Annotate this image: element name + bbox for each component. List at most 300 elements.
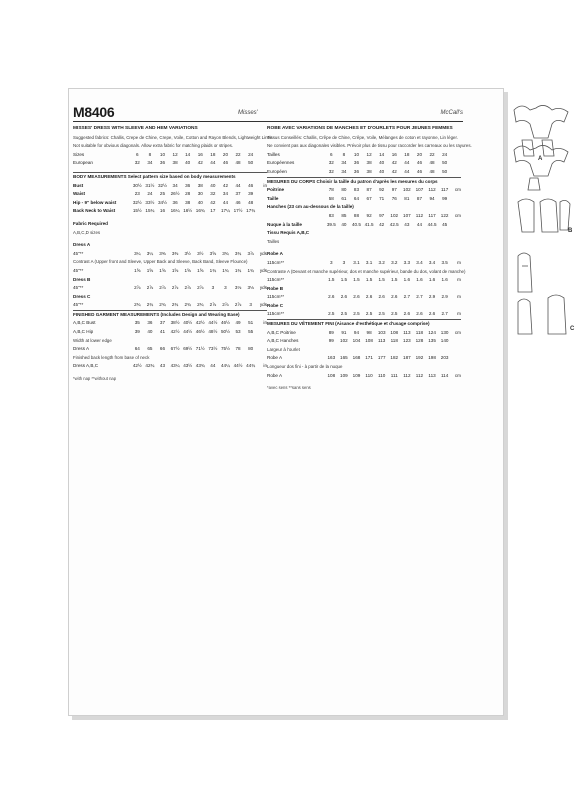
size-cell: 20 [222, 151, 229, 157]
size-cell: 110 [365, 372, 373, 378]
size-cell: 81 [404, 195, 410, 201]
size-cell: 40 [379, 160, 385, 166]
section-title [73, 125, 267, 134]
size-cell: 118 [390, 338, 398, 344]
size-cell: 1.5 [391, 277, 398, 283]
size-cell: 67 [366, 195, 372, 201]
view-label-b: B [568, 228, 573, 234]
table-row [73, 250, 267, 259]
size-cell: 38 [366, 168, 372, 174]
size-cell: 3.2 [391, 259, 398, 265]
size-cell: 71 [379, 195, 385, 201]
unit-label: in [263, 363, 267, 369]
size-cell: 24 [147, 191, 153, 197]
size-cell: 64 [134, 346, 140, 352]
table-row [73, 190, 267, 199]
size-cell: 48 [429, 168, 435, 174]
view-label-c: C [570, 326, 575, 332]
size-cell: 36 [353, 168, 360, 174]
size-cell: 80 [248, 346, 254, 352]
row-values [131, 347, 257, 352]
size-cell: 122 [440, 212, 449, 218]
size-cell: 45 [442, 221, 448, 227]
row-text: Robe A [267, 251, 283, 257]
size-cell: 46 [416, 168, 423, 174]
size-cell: 3 [342, 259, 346, 265]
size-cell: 3⅝ [209, 250, 217, 256]
row-values [325, 295, 451, 300]
size-cell: 48½ [208, 329, 218, 335]
size-cell: 128 [415, 338, 424, 344]
size-cell: 49 [235, 320, 241, 326]
table-row [267, 159, 461, 168]
size-cell: 3.3 [403, 259, 411, 265]
size-cell: 17¾ [246, 208, 256, 214]
unit-label: cm [454, 212, 461, 218]
size-cell: 55 [248, 329, 254, 335]
size-cell: 130 [440, 329, 449, 335]
size-cell: 117 [428, 212, 436, 218]
row-text: Dress A [73, 242, 91, 248]
size-cell: 50 [442, 160, 448, 166]
row-text: MESURES DU VÊTEMENT FINI (Aisance d'esthétique et d'usage comprise) [267, 321, 430, 327]
size-cell: 1.6 [428, 277, 436, 283]
size-cell: 87 [416, 195, 423, 201]
size-cell: 32 [134, 160, 140, 166]
table-row [73, 207, 267, 216]
size-cell: 3⅛ [247, 285, 254, 291]
size-cell: 34 [341, 168, 347, 174]
size-cell: 39 [134, 329, 140, 335]
size-cell: 40.5 [352, 221, 361, 227]
size-cell: 65 [147, 346, 153, 352]
size-cell: 80 [341, 187, 347, 193]
size-cell: 2¾ [171, 302, 179, 308]
table-row [267, 151, 461, 160]
table-row [267, 186, 461, 195]
size-cell: 2.6 [365, 294, 373, 300]
size-cell: 50½ [220, 329, 230, 335]
size-cell: 69½ [183, 346, 193, 352]
size-cell: 46 [416, 160, 423, 166]
size-cell: 36 [185, 182, 191, 188]
size-cell: 2.6 [353, 294, 360, 300]
subheading [73, 220, 267, 229]
size-cell: 108 [365, 338, 373, 344]
size-cell: 46½ [220, 320, 230, 326]
brand-label-right: McCall's [440, 110, 463, 116]
size-cell: 1¾ [247, 267, 254, 273]
size-cell: 107 [403, 212, 411, 218]
size-cell: 44 [404, 160, 410, 166]
size-cell: 40 [210, 182, 216, 188]
view-label-a: A [538, 156, 543, 162]
size-cell: 2.5 [365, 311, 373, 317]
size-cell: 102 [403, 187, 411, 193]
row-label: Waist [73, 191, 86, 197]
size-cell: 42 [391, 168, 397, 174]
size-cell: 34 [172, 182, 178, 188]
size-cell: 3.2 [378, 259, 385, 265]
row-values [325, 261, 451, 266]
size-cell: 44 [404, 168, 410, 174]
size-cell: 3.5 [441, 259, 448, 265]
size-cell: 24 [248, 151, 254, 157]
size-cell: 44¼ [220, 363, 230, 369]
size-cell: 34 [341, 160, 347, 166]
size-cell: 112 [428, 187, 436, 193]
size-cell: 42½ [170, 329, 180, 335]
size-cell: 42½ [195, 320, 205, 326]
table-row [73, 345, 267, 354]
view-illustrations [508, 98, 574, 358]
size-cell: 3½ [184, 250, 191, 256]
row-text: Contraste A (Devant et manche supérieur, dos et manche supérieur, bande du dos, volant de manche) [267, 268, 466, 274]
size-cell: 135 [428, 338, 436, 344]
french-chart-column [267, 125, 472, 391]
size-cell: 85 [341, 212, 347, 218]
row-values [325, 331, 451, 336]
row-values [325, 153, 451, 158]
size-cell: 112 [415, 372, 424, 378]
size-cell: 33½ [145, 199, 155, 205]
table-row [267, 372, 461, 381]
size-cell: 40 [341, 221, 347, 227]
unit-label: yds [259, 285, 267, 291]
row-label: Hanches (23 cm au-dessous de la taille) [267, 204, 354, 210]
note-text [267, 363, 461, 372]
size-cell: 182 [390, 355, 399, 361]
note-text [267, 142, 472, 151]
size-cell: 16 [159, 208, 166, 214]
row-text: Not suitable for obvious diagonals. Allow extra fabric for matching plaids or stripes. [73, 143, 234, 149]
section-heading [73, 172, 267, 182]
row-text: Contrast A (Upper front and Sleeve, Upper Back and Sleeve, Back Band, Sleeve Flounce) [73, 259, 248, 265]
row-text: MISSES' DRESS WITH SLEEVE AND HEM VARIATIONS [73, 125, 198, 131]
size-cell: 2.6 [340, 294, 348, 300]
row-label: 115cm** [267, 277, 285, 283]
size-cell: 1⅝ [184, 267, 191, 273]
size-cell: 163 [327, 355, 336, 361]
size-cell: 48 [429, 160, 435, 166]
row-text: Suggested fabrics: Challis, Crepe de Chine, Crepe, Voile, Cotton and Rayon Blends, Lightweight Linen [73, 134, 273, 140]
size-cell: 32 [210, 191, 216, 197]
size-cell: 40 [379, 168, 385, 174]
size-cell: 44.5 [427, 221, 437, 227]
size-cell: 17 [210, 208, 216, 214]
size-cell: 1.5 [365, 277, 373, 283]
size-cell: 61 [341, 195, 347, 201]
size-cell: 2.5 [328, 311, 335, 317]
row-label: A,B,C Hanches [267, 338, 299, 344]
size-cell: 177 [377, 355, 386, 361]
size-cell: 1¾ [222, 267, 229, 273]
size-cell: 112 [403, 372, 411, 378]
note-text [73, 258, 267, 267]
size-cell: 107 [415, 187, 424, 193]
size-cell: 41 [159, 329, 166, 335]
size-cell: 42 [197, 160, 203, 166]
size-cell: 78 [328, 187, 334, 193]
nap-footnote: *avec sens **sans sens [267, 385, 311, 391]
size-cell: 46 [222, 160, 229, 166]
size-cell: 118 [415, 329, 424, 335]
size-cell: 22 [429, 151, 435, 157]
subheading [267, 302, 461, 311]
size-cell: 1⅝ [159, 267, 166, 273]
size-cell: 1.6 [403, 277, 411, 283]
row-label: A,B,C Hip [73, 329, 94, 335]
table-row [267, 354, 461, 363]
size-cell: 44 [416, 221, 423, 227]
unit-label: yds [259, 267, 267, 273]
size-cell: 43½ [183, 363, 193, 369]
subheading [267, 250, 461, 259]
size-cell: 112 [415, 212, 424, 218]
size-cell: 2.5 [353, 311, 360, 317]
size-cell: 16¾ [195, 208, 205, 214]
row-label: 45"** [73, 285, 84, 291]
note-text [73, 337, 267, 346]
size-cell: 25 [159, 191, 166, 197]
table-row [267, 195, 461, 204]
size-cell: 113 [378, 338, 386, 344]
row-label: 115cm** [267, 311, 285, 317]
size-cell: 44¾ [246, 363, 256, 369]
size-cell: 36 [172, 199, 178, 205]
row-text: Tissus Conseillés: Challis, Crêpe de Chine, Crêpe, Voile, Mélanges de coton et rayonne, Lin léger. [267, 134, 458, 140]
size-cell: 14 [379, 151, 385, 157]
size-cell: 36 [159, 160, 166, 166]
unit-label: m [457, 259, 461, 265]
size-cell: 36 [353, 160, 360, 166]
row-text: Tailles [267, 238, 280, 244]
unit-label: in [263, 182, 267, 188]
row-values [325, 374, 451, 379]
row-values [131, 269, 257, 274]
size-cell: 104 [352, 338, 361, 344]
size-cell: 40 [147, 329, 153, 335]
size-cell: 123 [403, 338, 411, 344]
row-label: Sizes [73, 151, 85, 157]
unit-label: cm [454, 329, 461, 335]
size-cell: 2¾ [146, 302, 154, 308]
size-cell: 39 [248, 191, 254, 197]
subheading [267, 285, 461, 294]
row-text: Fabric Required [73, 220, 108, 226]
size-cell: 10 [159, 151, 166, 157]
size-cell: 114 [440, 372, 449, 378]
subheading [73, 276, 267, 285]
section-heading [73, 310, 267, 320]
size-cell: 92 [379, 187, 385, 193]
size-cell: 44½ [183, 329, 193, 335]
size-cell: 1.6 [416, 277, 423, 283]
table-row [267, 212, 461, 221]
size-cell: 66 [159, 346, 166, 352]
size-cell: 3 [330, 259, 333, 265]
row-values [325, 223, 451, 228]
header-bar [73, 104, 463, 122]
size-cell: 8 [148, 151, 152, 157]
table-row [267, 329, 461, 338]
row-label: Tailles [267, 151, 280, 157]
size-cell: 2.6 [403, 311, 411, 317]
size-cell: 99 [328, 338, 334, 344]
note-text [73, 142, 267, 151]
table-row [73, 151, 267, 160]
size-cell: 2.7 [441, 311, 448, 317]
size-cell: 3¼ [146, 250, 154, 256]
row-values [131, 184, 257, 189]
size-cell: 109 [340, 372, 348, 378]
size-cell: 113 [403, 329, 411, 335]
size-cell: 42½ [132, 363, 142, 369]
table-row [73, 301, 267, 310]
size-cell: 108 [390, 329, 399, 335]
unit-label: in [263, 320, 267, 326]
size-cell: 37 [159, 320, 166, 326]
size-cell: 16¼ [170, 208, 180, 214]
size-cell: 50 [442, 168, 448, 174]
size-cell: 46 [248, 182, 254, 188]
row-values [131, 330, 257, 335]
section-heading [267, 177, 461, 187]
row-text: Robe B [267, 285, 284, 291]
row-values [325, 312, 451, 317]
unit-label: yds [259, 250, 267, 256]
pattern-envelope-back [68, 88, 504, 716]
row-text: Dress C [73, 293, 91, 299]
size-cell: 38½ [170, 320, 180, 326]
row-values [131, 303, 257, 308]
row-values [131, 286, 257, 291]
row-values [325, 356, 451, 361]
row-text: Ne convient pas aux diagonales visibles. Prévoir plus de tissu pour raccorder les carreaux ou les rayures. [267, 143, 472, 149]
unit-label: cm [454, 372, 461, 378]
size-cell: 203 [440, 355, 449, 361]
size-cell: 16 [197, 151, 203, 157]
unit-label: cm [454, 187, 461, 193]
size-cell: 2⅞ [222, 302, 229, 308]
size-cell: 3 [249, 302, 252, 308]
size-cell: 24 [442, 151, 448, 157]
size-cell: 111 [390, 372, 398, 378]
size-cell: 10 [353, 151, 360, 157]
size-cell: 44 [222, 199, 229, 205]
nap-footnote: *with nap **without nap [73, 376, 117, 382]
size-cell: 75½ [220, 346, 230, 352]
row-label: 45"** [73, 267, 84, 273]
size-cell: 40 [185, 160, 191, 166]
size-cell: 3.1 [365, 259, 373, 265]
table-row [267, 337, 461, 346]
row-text: ROBE AVEC VARIATIONS DE MANCHES ET D'OURLETS POUR JEUNES FEMMES [267, 125, 453, 131]
row-label: Européen [267, 168, 287, 174]
size-cell: 2.6 [428, 311, 436, 317]
size-cell: 98 [366, 329, 372, 335]
table-row [73, 362, 267, 371]
size-cell: 32½ [158, 182, 167, 188]
row-values [325, 170, 451, 175]
size-cell: 91 [341, 329, 347, 335]
row-text: FINISHED GARMENT MEASUREMENTS (Includes Design and Wearing Ease) [73, 311, 240, 317]
row-label: Poitrine [267, 187, 285, 193]
size-cell: 3½ [197, 250, 204, 256]
row-values [325, 278, 451, 283]
garment-thumbnails [508, 98, 574, 358]
size-cell: 32 [328, 160, 334, 166]
size-cell: 34 [222, 191, 229, 197]
size-cell: 44 [210, 160, 216, 166]
table-row [73, 182, 267, 191]
note-text [73, 229, 267, 238]
size-cell: 16½ [183, 208, 193, 214]
size-cell: 34 [147, 160, 153, 166]
size-cell: 2.5 [340, 311, 348, 317]
size-cell: 3⅜ [159, 250, 166, 256]
note-text [73, 354, 267, 363]
row-label: Nuque à la taille [267, 221, 302, 227]
row-values [325, 339, 451, 344]
row-label: Robe A [267, 372, 283, 378]
subheading [267, 229, 461, 238]
size-cell: 41.5 [364, 221, 374, 227]
section-heading [267, 319, 461, 329]
size-cell: 3⅜ [171, 250, 179, 256]
size-cell: 18 [210, 151, 216, 157]
row-label: Back Neck to Waist [73, 208, 116, 214]
size-cell: 22 [235, 151, 241, 157]
size-cell: 89 [328, 329, 334, 335]
size-cell: 43 [159, 363, 166, 369]
size-cell: 40 [197, 199, 203, 205]
size-cell: 1⅝ [146, 267, 154, 273]
size-cell: 92 [366, 212, 372, 218]
size-cell: 30 [197, 191, 203, 197]
row-values [131, 192, 257, 197]
size-cell: 103 [377, 329, 386, 335]
size-cell: 2.5 [378, 311, 385, 317]
row-label: Hip - 9" below waist [73, 199, 117, 205]
unit-label: m [457, 311, 461, 317]
pattern-code: M8406 [73, 104, 115, 120]
size-cell: 1.5 [328, 277, 335, 283]
size-cell: 38 [197, 182, 203, 188]
size-cell: 42 [210, 199, 216, 205]
row-label: Taille [267, 195, 279, 201]
size-cell: 108 [327, 372, 336, 378]
row-values [325, 214, 451, 219]
size-cell: 2¾ [134, 302, 141, 308]
size-cell: 43¼ [170, 363, 180, 369]
size-cell: 40½ [183, 320, 193, 326]
size-cell: 16 [391, 151, 397, 157]
size-cell: 2¾ [184, 302, 191, 308]
size-cell: 18 [404, 151, 410, 157]
row-text: Finished back length from base of neck [73, 354, 150, 360]
size-cell: 50 [248, 160, 254, 166]
size-cell: 42.5 [389, 221, 399, 227]
size-cell: 2⅞ [134, 285, 141, 291]
row-values [131, 161, 257, 166]
size-cell: 2.9 [428, 294, 436, 300]
size-cell: 109 [352, 372, 361, 378]
size-cell: 113 [428, 372, 436, 378]
size-cell: 48 [235, 160, 241, 166]
size-cell: 20 [416, 151, 423, 157]
size-cell: 2⅞ [197, 285, 204, 291]
